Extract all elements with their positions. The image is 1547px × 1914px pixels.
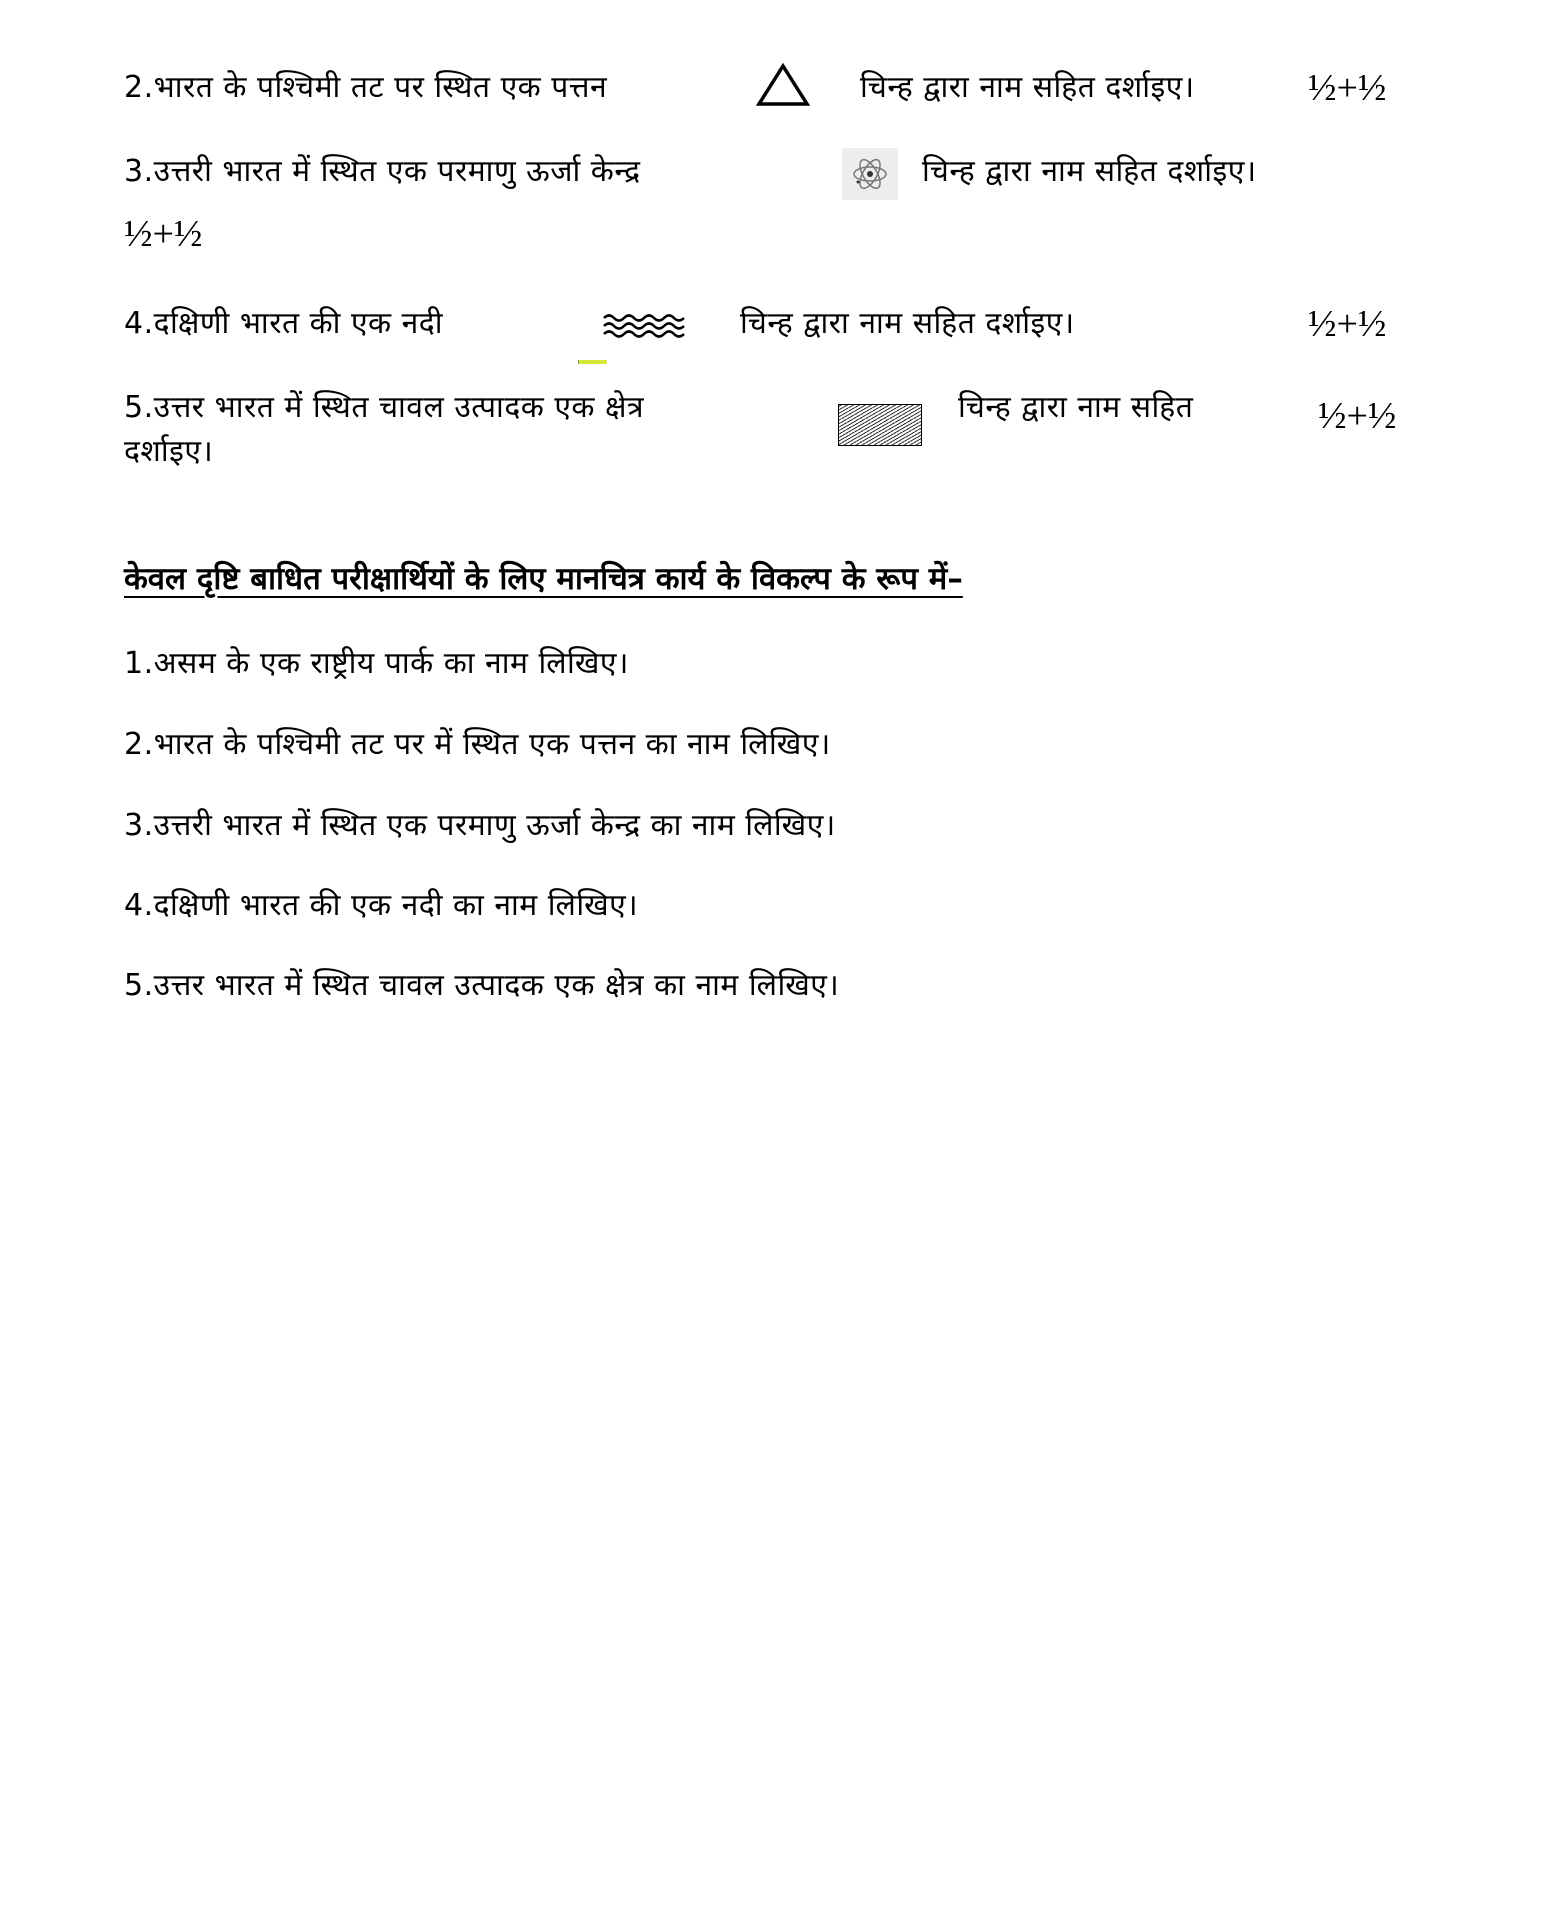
- question-text: उत्तरी भारत में स्थित एक परमाणु ऊर्जा केन्द्र: [153, 154, 641, 189]
- question-text: दक्षिणी भारत की एक नदी का नाम लिखिए।: [153, 888, 639, 923]
- question-text: असम के एक राष्ट्रीय पार्क का नाम लिखिए।: [153, 646, 629, 681]
- map-question-5: [124, 388, 644, 428]
- question-number: 1.: [124, 646, 154, 681]
- text-cursor-mark: [578, 360, 607, 364]
- marks-q3: ½+½: [124, 213, 203, 255]
- question-text: दक्षिणी भारत की एक नदी: [153, 306, 443, 341]
- question-text: भारत के पश्चिमी तट पर स्थित एक पत्तन: [153, 70, 608, 105]
- river-wavy-lines-icon: [602, 312, 690, 340]
- map-question-2-instruction: चिन्ह द्वारा नाम सहित दर्शाइए।: [860, 70, 1195, 105]
- question-number: 5.: [124, 968, 154, 1003]
- alt-question-5: [124, 966, 839, 1006]
- marks-q2: ½+½: [1308, 67, 1387, 109]
- question-text: भारत के पश्चिमी तट पर में स्थित एक पत्तन का नाम लिखिए।: [153, 727, 831, 762]
- map-question-4-instruction: चिन्ह द्वारा नाम सहित दर्शाइए।: [740, 306, 1075, 341]
- question-number: 2.: [124, 727, 154, 762]
- alternative-section-heading: केवल दृष्टि बाधित परीक्षार्थियों के लिए मानचित्र कार्य के विकल्प के रूप में–: [124, 561, 963, 597]
- rice-region-hatched-symbol-icon: [838, 404, 922, 446]
- question-number: 3.: [124, 808, 154, 843]
- map-question-3-instruction: चिन्ह द्वारा नाम सहित दर्शाइए।: [922, 154, 1257, 189]
- map-question-5-instruction: चिन्ह द्वारा नाम सहित: [958, 390, 1194, 425]
- triangle-port-symbol-icon: [755, 62, 811, 108]
- alt-question-1: [124, 644, 629, 684]
- alt-question-2: [124, 725, 831, 765]
- question-number: 2.: [124, 70, 154, 105]
- map-question-4: [124, 304, 443, 344]
- question-text: उत्तरी भारत में स्थित एक परमाणु ऊर्जा केन्द्र का नाम लिखिए।: [153, 808, 836, 843]
- atom-nuclear-symbol-icon: [842, 148, 898, 200]
- question-text: उत्तर भारत में स्थित चावल उत्पादक एक क्षेत्र: [153, 390, 645, 425]
- question-number: 4.: [124, 306, 154, 341]
- marks-q4: ½+½: [1308, 303, 1387, 345]
- marks-q5: ½+½: [1318, 395, 1397, 437]
- question-text: उत्तर भारत में स्थित चावल उत्पादक एक क्षेत्र का नाम लिखिए।: [153, 968, 840, 1003]
- question-number: 3.: [124, 154, 154, 189]
- alt-question-3: [124, 806, 836, 846]
- map-question-5-continuation: दर्शाइए।: [124, 434, 214, 469]
- alt-question-4: [124, 886, 638, 926]
- map-question-2: [124, 68, 607, 108]
- map-question-3: [124, 152, 641, 192]
- question-number: 5.: [124, 390, 154, 425]
- question-number: 4.: [124, 888, 154, 923]
